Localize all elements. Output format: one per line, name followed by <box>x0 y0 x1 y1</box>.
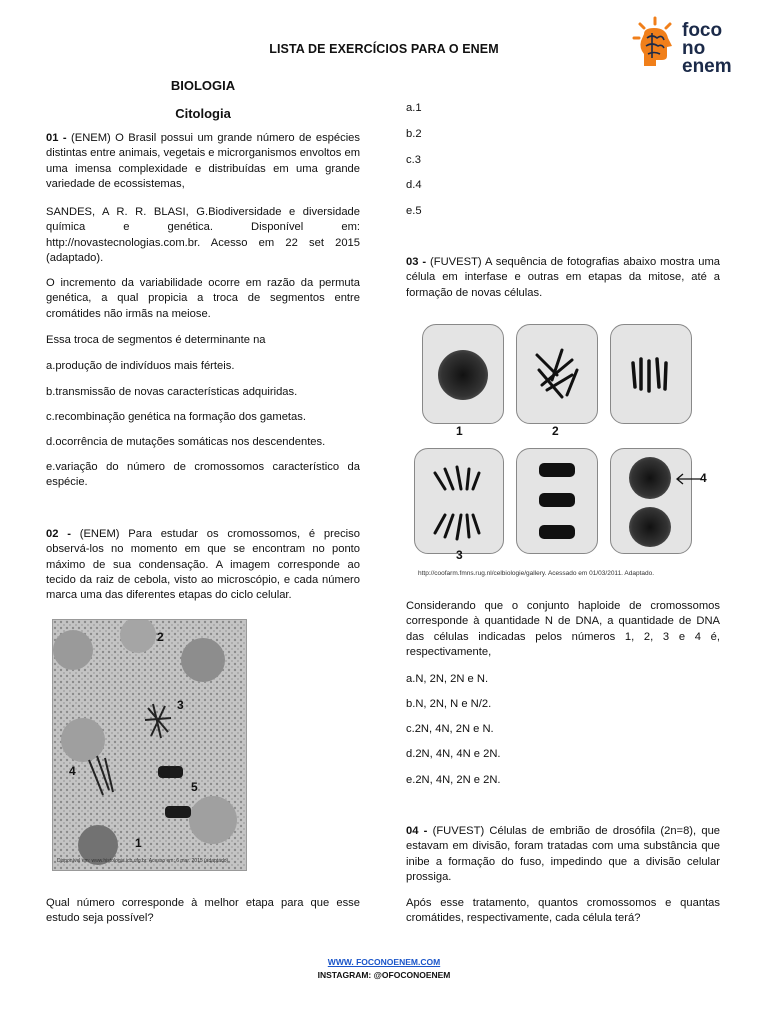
option-d: d.4 <box>406 179 422 191</box>
question-1-prompt: Essa troca de segmentos é determinante na <box>46 334 266 346</box>
sequence-label-2: 2 <box>552 424 559 438</box>
micrograph-label-5: 5 <box>191 780 198 794</box>
cell-interphase <box>422 324 504 424</box>
micrograph-label-2: 2 <box>157 630 164 644</box>
option-b: b.2 <box>406 128 422 140</box>
micrograph-label-4: 4 <box>69 764 76 778</box>
option-a: a.produção de indivíduos mais férteis. <box>46 360 235 372</box>
brand-logo <box>630 16 760 76</box>
sequence-credit: http://coofarm.fmns.rug.nl/celbiologie/gallery. Acessado em 01/03/2011. Adaptado. <box>418 570 655 577</box>
question-2-text: 02 - (ENEM) Para estudar os cromossomos, é preciso observá-los no momento em que se encontram no ponto máximo de sua condensação. A imagem corresponde ao tecido da raiz de cebola, visto ao microscópio, e cada número marca uma das diferentes etapas do ciclo celular. <box>46 528 360 602</box>
footer-website <box>0 957 768 967</box>
cell-metaphase <box>610 324 692 424</box>
micrograph-illustration <box>53 620 246 870</box>
option-e: e.variação do número de cromossomos característico da espécie. <box>46 461 360 489</box>
option-c: c.2N, 4N, 2N e N. <box>406 723 494 735</box>
mitosis-photo-sequence <box>412 318 722 580</box>
micrograph-label-1: 1 <box>135 836 142 850</box>
question-1-source: SANDES, A R. R. BLASI, G.Biodiversidade e diversidade química e genética. Disponível em: http://novastecnologias.com.br. Acesso em 22 set 2015 (adaptado). <box>46 206 360 264</box>
option-b: b.N, 2N, N e N/2. <box>406 698 492 710</box>
option-c: c.recombinação genética na formação dos gametas. <box>46 411 306 423</box>
sequence-label-3: 3 <box>456 548 463 562</box>
page-title: LISTA DE EXERCÍCIOS PARA O ENEM <box>269 42 499 56</box>
question-number: 04 - <box>406 825 433 837</box>
micrograph-credit: Disponível em: www.histologia.icb.ufg.br. Acesso em: 6 mar. 2015 (adaptado). <box>57 858 230 864</box>
question-number: 01 - <box>46 132 71 144</box>
option-d: d.ocorrência de mutações somáticas nos descendentes. <box>46 436 326 448</box>
option-a: a.1 <box>406 102 422 114</box>
question-2-prompt: Qual número corresponde à melhor etapa para que esse estudo seja possível? <box>46 897 360 925</box>
option-e: e.5 <box>406 205 422 217</box>
onion-root-micrograph <box>52 619 247 871</box>
sequence-label-1: 1 <box>456 424 463 438</box>
topic-heading: Citologia <box>175 106 231 121</box>
cell-daughter-cells <box>610 448 692 554</box>
subject-heading: BIOLOGIA <box>170 78 236 93</box>
brand-line-1: foco <box>682 20 723 41</box>
option-c: c.3 <box>406 154 421 166</box>
cell-telophase <box>516 448 598 554</box>
brand-wordmark <box>682 22 760 76</box>
question-1-context: O incremento da variabilidade ocorre em razão da permuta genética, a qual propicia a troca de segmentos entre cromátides não irmãs na meiose. <box>46 277 360 320</box>
lightbulb-brain-icon <box>630 16 680 74</box>
option-a: a.N, 2N, 2N e N. <box>406 673 489 685</box>
question-3-text: 03 - (FUVEST) A sequência de fotografias abaixo mostra uma célula em interfase e outras em etapas da mitose, até a formação de novas células. <box>406 256 720 299</box>
question-1-intro <box>46 131 360 192</box>
sequence-label-4: 4 <box>700 471 707 485</box>
website-link[interactable]: WWW. FOCONOENEM.COM <box>327 957 441 967</box>
cell-prophase <box>516 324 598 424</box>
brand-line-2: no enem <box>682 38 732 77</box>
question-1-text: (ENEM) O Brasil possui um grande número de espécies distintas entre animais, vegetais e microrganismos envoltos em uma imensa complexidade e distribuídas em uma grande variedade de ecossistemas, <box>46 132 361 190</box>
footer-instagram: INSTAGRAM: @OFOCONOENEM <box>317 970 451 980</box>
question-3-prompt: Considerando que o conjunto haploide de cromossomos corresponde à quantidade N de DNA, a quantidade de DNA das células indicadas pelos números 1, 2, 3 e 4 é, respectivamente, <box>406 600 720 658</box>
micrograph-label-3: 3 <box>177 698 184 712</box>
question-4-text: 04 - (FUVEST) Células de embrião de drosófila (2n=8), que estavam em divisão, foram tratadas com uma substância que inibe a formação do fuso, impedindo que a divisão celular prossiga. <box>406 825 721 883</box>
option-e: e.2N, 4N, 2N e 2N. <box>406 774 501 786</box>
option-b: b.transmissão de novas características adquiridas. <box>46 386 298 398</box>
question-number: 02 - <box>46 528 80 540</box>
question-4-prompt: Após esse tratamento, quantos cromossomos e quantas cromátides, respectivamente, cada célula terá? <box>406 897 720 925</box>
question-number: 03 - <box>406 256 431 268</box>
option-d: d.2N, 4N, 4N e 2N. <box>406 748 501 760</box>
cell-anaphase <box>414 448 504 554</box>
